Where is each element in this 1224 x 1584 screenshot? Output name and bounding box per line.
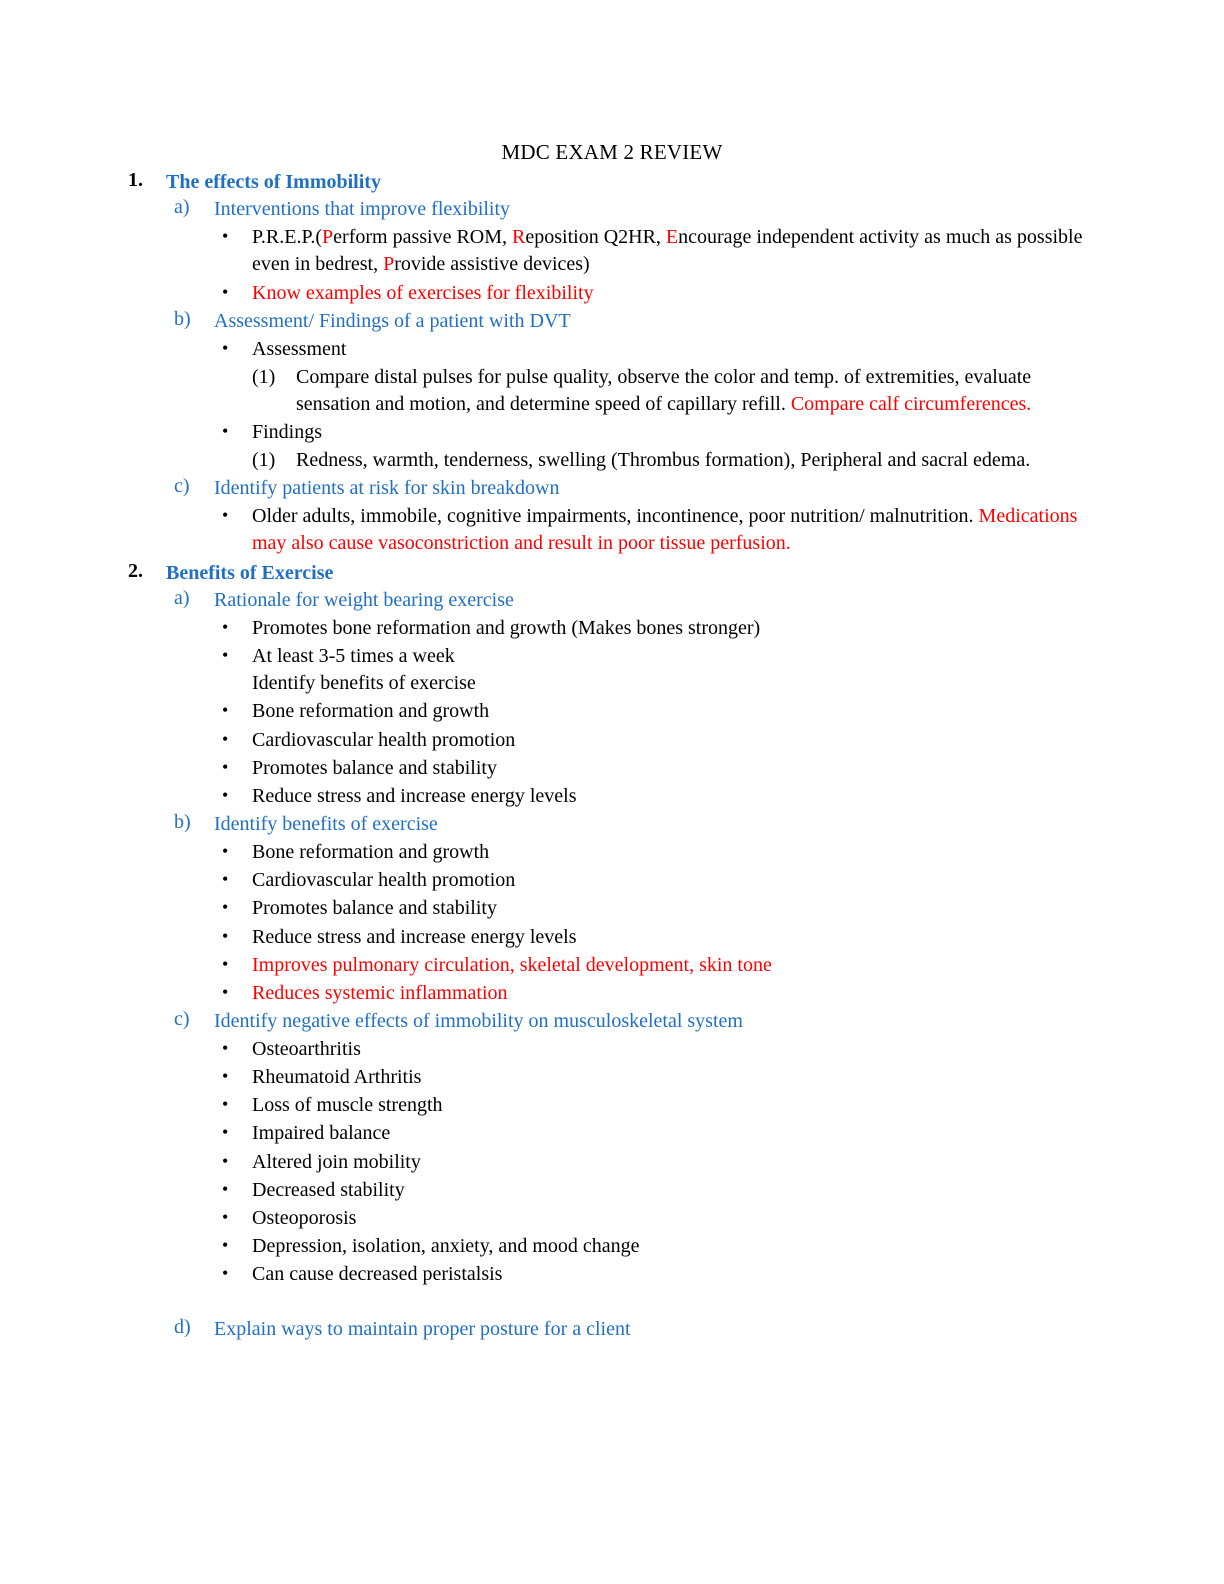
list-item-text [252, 1122, 390, 1144]
bullet-icon: • [222, 1178, 229, 1199]
list-item-text [252, 841, 489, 863]
text-run: Compare distal pulses for pulse quality, observe the color and temp. of extremities, evaluate sensation and motion, and determine speed of capillary refill. [296, 365, 1032, 415]
section-heading: The effects of Immobility [166, 171, 381, 193]
section-heading: Benefits of Exercise [166, 561, 334, 584]
text-run: Reduce stress and increase energy levels [252, 784, 577, 807]
bullet-list [214, 503, 1104, 557]
list-item [214, 1064, 1104, 1091]
list-item-text [252, 926, 577, 948]
bullet-list [214, 839, 1104, 1007]
bullet-icon: • [222, 616, 229, 637]
blank-line [166, 1289, 1104, 1315]
bullet-icon: • [222, 953, 229, 974]
outline-subsection [166, 196, 1104, 306]
list-item [214, 280, 1104, 307]
text-run: At least 3-5 times a week [252, 645, 455, 668]
list-item-text [252, 897, 497, 919]
numbered-item-text [296, 366, 1031, 415]
bullet-icon: • [222, 337, 229, 358]
text-run: Cardiovascular health promotion [252, 728, 516, 751]
list-item-text [252, 785, 577, 807]
list-item [214, 615, 1104, 642]
bullet-icon: • [222, 1122, 229, 1143]
numbered-item [252, 364, 1104, 418]
numbered-item-text [296, 449, 1030, 471]
bullet-icon: • [222, 1235, 229, 1256]
subsection-heading: Identify negative effects of immobility on musculoskeletal system [214, 1010, 743, 1033]
bullet-icon: • [222, 784, 229, 805]
list-item-text [252, 700, 489, 722]
list-item-text [252, 226, 1082, 275]
list-item [214, 1120, 1104, 1147]
section-marker: 2. [128, 559, 143, 582]
outline-subsection [166, 475, 1104, 557]
list-item-text [252, 757, 497, 779]
subsection-marker: d) [174, 1315, 191, 1338]
list-item-text [252, 982, 508, 1004]
bullet-icon: • [222, 645, 229, 666]
text-run: erform passive ROM, [333, 226, 513, 249]
text-run: Bone reformation and growth [252, 700, 490, 723]
text-run: rovide assistive devices) [394, 253, 590, 276]
text-run: Improves pulmonary circulation, skeletal development, skin tone [252, 953, 772, 976]
list-item-text [252, 1179, 405, 1201]
numbered-item-marker: (1) [252, 365, 276, 388]
list-item [214, 643, 1104, 697]
subsection-list [166, 196, 1104, 557]
list-item-text [252, 421, 322, 443]
list-item [214, 419, 1104, 474]
text-run: Promotes balance and stability [252, 897, 497, 920]
list-item-text [252, 505, 1077, 554]
bullet-icon: • [222, 840, 229, 861]
list-item [214, 727, 1104, 754]
numbered-sublist [252, 364, 1104, 418]
outline-section [120, 560, 1104, 1343]
text-run: Redness, warmth, tenderness, swelling (Thrombus formation), Peripheral and sacral edema. [296, 449, 1031, 472]
numbered-item [252, 447, 1104, 474]
list-item-text [252, 617, 760, 639]
bullet-icon: • [222, 925, 229, 946]
text-run: Altered join mobility [252, 1150, 421, 1173]
text-run: P [383, 253, 395, 276]
subsection-marker: b) [174, 811, 191, 834]
list-item-text [252, 1235, 640, 1257]
text-run: Rheumatoid Arthritis [252, 1066, 422, 1089]
bullet-icon: • [222, 1066, 229, 1087]
text-run: Decreased stability [252, 1178, 405, 1201]
bullet-list [214, 1036, 1104, 1289]
list-item-text [252, 338, 346, 360]
list-item [214, 867, 1104, 894]
subsection-heading: Explain ways to maintain proper posture for a client [214, 1317, 631, 1340]
numbered-sublist [252, 447, 1104, 474]
list-item [214, 924, 1104, 951]
list-item [214, 839, 1104, 866]
list-item [214, 783, 1104, 810]
text-run: Medications may also cause vasoconstriction and result in poor tissue perfusion. [252, 505, 1078, 555]
text-run: P [322, 226, 334, 249]
bullet-icon: • [222, 728, 229, 749]
list-item [214, 952, 1104, 979]
text-run: Osteoporosis [252, 1207, 357, 1229]
text-run: Bone reformation and growth [252, 840, 490, 863]
text-run: Findings [252, 421, 323, 444]
subsection-marker: a) [174, 196, 190, 219]
text-run: Cardiovascular health promotion [252, 869, 516, 892]
bullet-icon: • [222, 897, 229, 918]
text-run: R [512, 226, 526, 249]
document-outline [120, 169, 1104, 1342]
subsection-heading: Identify benefits of exercise [214, 813, 438, 836]
page-title: MDC EXAM 2 REVIEW [501, 140, 723, 164]
list-item [214, 1092, 1104, 1119]
bullet-icon: • [222, 421, 229, 442]
list-item-text [252, 1151, 421, 1173]
bullet-icon: • [222, 1150, 229, 1171]
bullet-icon: • [222, 505, 229, 526]
numbered-item-marker: (1) [252, 449, 276, 472]
subsection-heading: Assessment/ Findings of a patient with DVT [214, 309, 571, 332]
text-run: Compare calf circumferences. [790, 392, 1032, 415]
bullet-list [214, 615, 1104, 810]
text-run: P.R.E.P.( [252, 226, 323, 249]
bullet-icon: • [222, 756, 229, 777]
outline-subsection [166, 308, 1104, 475]
outline-subsection [166, 1008, 1104, 1288]
subsection-heading: Identify patients at risk for skin breakdown [214, 477, 560, 500]
list-item [214, 1149, 1104, 1176]
text-run: E [665, 226, 679, 249]
text-run: Can cause decreased peristalsis [252, 1263, 503, 1286]
text-run: Know examples of exercises for flexibility [252, 281, 594, 304]
list-item-text [252, 954, 772, 976]
list-item-text [252, 1207, 356, 1229]
bullet-icon: • [222, 869, 229, 890]
text-run: Loss of muscle strength [252, 1094, 443, 1117]
list-item [214, 1205, 1104, 1232]
bullet-icon: • [222, 226, 229, 247]
list-item [214, 336, 1104, 419]
subsection-marker: b) [174, 307, 191, 330]
text-run: Osteoarthritis [252, 1037, 361, 1060]
text-run: ncourage independent activity as much as possible even in bedrest, [252, 226, 1083, 276]
outline-section [120, 169, 1104, 558]
list-item [214, 895, 1104, 922]
outline-subsection [166, 587, 1104, 810]
bullet-list [214, 224, 1104, 307]
outline-subsection [166, 1316, 1104, 1343]
subsection-marker: c) [174, 475, 190, 498]
list-item [214, 755, 1104, 782]
list-item [214, 1233, 1104, 1260]
list-item-text [252, 1094, 443, 1116]
bullet-icon: • [222, 981, 229, 1002]
list-item-text [252, 729, 515, 751]
text-run: eposition Q2HR, [525, 226, 666, 249]
outline-subsection [166, 811, 1104, 1007]
text-run: Assessment [252, 337, 347, 360]
list-item [214, 698, 1104, 725]
subsection-heading: Interventions that improve flexibility [214, 198, 511, 221]
subsection-marker: a) [174, 587, 190, 610]
bullet-icon: • [222, 281, 229, 302]
list-item-text [252, 1263, 502, 1285]
text-run: Depression, isolation, anxiety, and mood change [252, 1235, 640, 1258]
bullet-list [214, 336, 1104, 475]
list-item [214, 1177, 1104, 1204]
list-item-text [252, 1038, 361, 1060]
bullet-icon: • [222, 1037, 229, 1058]
list-item-text [252, 645, 455, 667]
section-marker: 1. [128, 169, 143, 191]
list-item-continuation: Identify benefits of exercise [252, 672, 476, 695]
text-run: Promotes bone reformation and growth (Makes bones stronger) [252, 616, 761, 639]
text-run: Reduce stress and increase energy levels [252, 925, 577, 948]
bullet-icon: • [222, 700, 229, 721]
subsection-list [166, 587, 1104, 1342]
text-run: Older adults, immobile, cognitive impairments, incontinence, poor nutrition/ malnutrition. [252, 505, 979, 528]
list-item [214, 1036, 1104, 1063]
list-item [214, 1261, 1104, 1288]
list-item [214, 503, 1104, 557]
list-item [214, 980, 1104, 1007]
text-run: Reduces systemic inflammation [252, 981, 508, 1004]
list-item-text [252, 1066, 421, 1088]
text-run: Promotes balance and stability [252, 756, 497, 779]
list-item-text [252, 282, 594, 304]
subsection-marker: c) [174, 1008, 190, 1031]
subsection-heading: Rationale for weight bearing exercise [214, 589, 514, 612]
bullet-icon: • [222, 1263, 229, 1284]
bullet-icon: • [222, 1094, 229, 1115]
bullet-icon: • [222, 1207, 229, 1227]
text-run: Impaired balance [252, 1122, 391, 1145]
list-item-text [252, 869, 515, 891]
list-item [214, 224, 1104, 278]
